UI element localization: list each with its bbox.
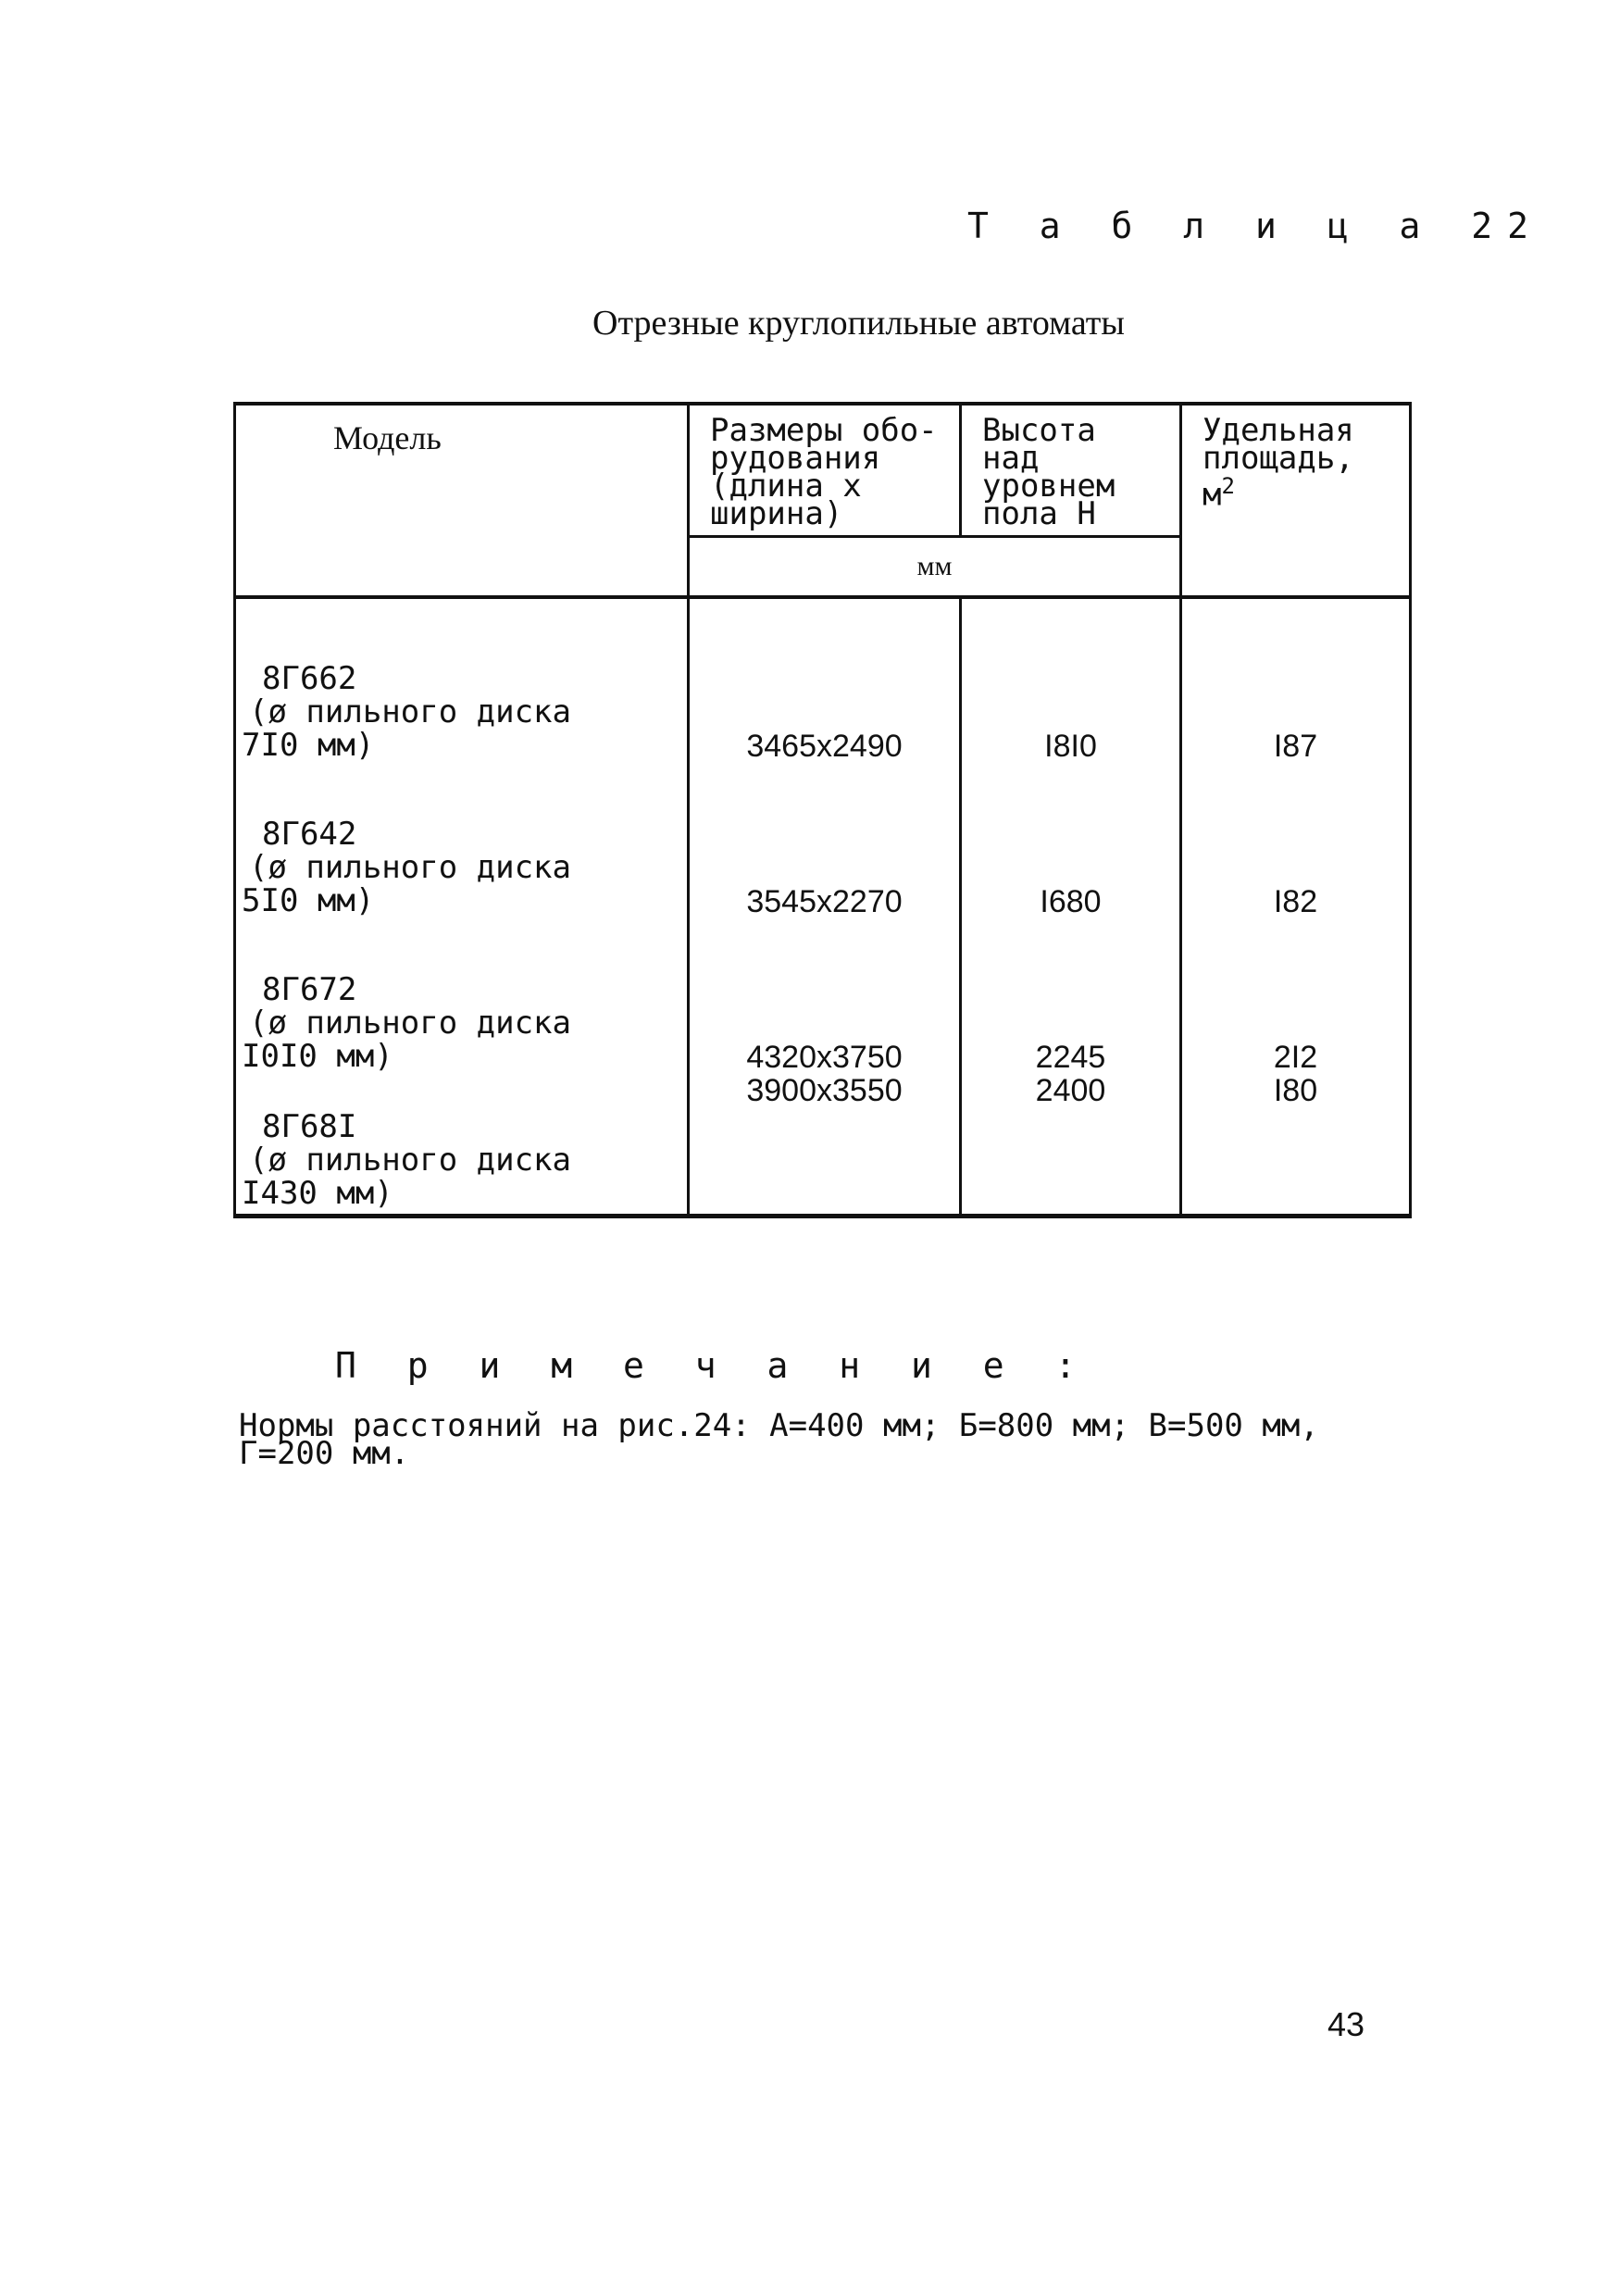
table-title: Отрезные круглопильные автоматы bbox=[592, 304, 1125, 343]
header-height-label: Высота над уровнем пола Н bbox=[982, 412, 1115, 532]
header-unit: мм bbox=[689, 537, 1181, 598]
page-number: 43 bbox=[1327, 2005, 1365, 2043]
height-cell bbox=[961, 597, 1181, 799]
model-cell bbox=[235, 1110, 689, 1217]
dimensions-cell bbox=[689, 597, 961, 799]
dimensions-value: 4320х3750 bbox=[746, 1040, 903, 1075]
header-area-superscript: 2 bbox=[1221, 473, 1235, 499]
dimensions-value: 3465х2490 bbox=[746, 729, 903, 764]
area-value: I82 bbox=[1273, 884, 1318, 919]
table-row bbox=[235, 799, 1411, 955]
model-cell bbox=[235, 799, 689, 955]
header-area bbox=[1181, 404, 1411, 597]
model-description: (ø пильного диска bbox=[249, 849, 571, 886]
height-value: 2245 bbox=[1035, 1040, 1106, 1075]
area-cell bbox=[1181, 1073, 1411, 1217]
area-cell bbox=[1181, 597, 1411, 799]
model-code: 8Г672 bbox=[262, 971, 357, 1008]
model-description: (ø пильного диска bbox=[249, 1142, 571, 1179]
model-description: (ø пильного диска bbox=[249, 1004, 571, 1042]
height-cell bbox=[961, 799, 1181, 955]
header-area-label bbox=[1182, 406, 1409, 514]
dimensions-value: 3900х3550 bbox=[746, 1073, 903, 1108]
area-value: I87 bbox=[1273, 729, 1318, 764]
model-code: 8Г662 bbox=[262, 660, 357, 697]
model-cell bbox=[235, 955, 689, 1110]
height-value: 2400 bbox=[1035, 1073, 1106, 1108]
height-cell bbox=[961, 1073, 1181, 1217]
model-disk-size: 5I0 мм) bbox=[242, 882, 375, 919]
table-label: Т а б л и ц а 22 bbox=[967, 206, 1544, 246]
model-code: 8Г642 bbox=[262, 816, 357, 853]
header-area-text: Удельная площадь, м bbox=[1203, 412, 1354, 514]
model-disk-size: I430 мм) bbox=[242, 1175, 393, 1212]
height-value: I8I0 bbox=[1044, 729, 1097, 764]
note-text: Нормы расстояний на рис.24: А=400 мм; Б=800 мм; В=500 мм, Г=200 мм. bbox=[239, 1407, 1319, 1472]
model-code: 8Г68I bbox=[262, 1108, 357, 1145]
area-value: 2I2 bbox=[1273, 1040, 1318, 1075]
header-height bbox=[961, 404, 1181, 537]
header-dimensions-label: Размеры обо-рудования (длина х ширина) bbox=[710, 412, 938, 532]
table-row bbox=[235, 1110, 1411, 1217]
header-dimensions bbox=[689, 404, 961, 537]
table-row bbox=[235, 597, 1411, 799]
model-disk-size: 7I0 мм) bbox=[242, 727, 375, 764]
dimensions-value: 3545х2270 bbox=[746, 884, 903, 919]
model-cell bbox=[235, 597, 689, 799]
dimensions-cell bbox=[689, 799, 961, 955]
model-disk-size: I0I0 мм) bbox=[242, 1038, 393, 1075]
area-cell bbox=[1181, 799, 1411, 955]
area-value: I80 bbox=[1273, 1073, 1318, 1108]
header-model bbox=[235, 404, 689, 597]
height-value: I680 bbox=[1040, 884, 1102, 919]
header-model-label: Модель bbox=[333, 419, 442, 456]
model-description: (ø пильного диска bbox=[249, 693, 571, 730]
note-label: П р и м е ч а н и е : bbox=[335, 1345, 1091, 1386]
dimensions-cell bbox=[689, 1073, 961, 1217]
equipment-table bbox=[233, 402, 1412, 1218]
